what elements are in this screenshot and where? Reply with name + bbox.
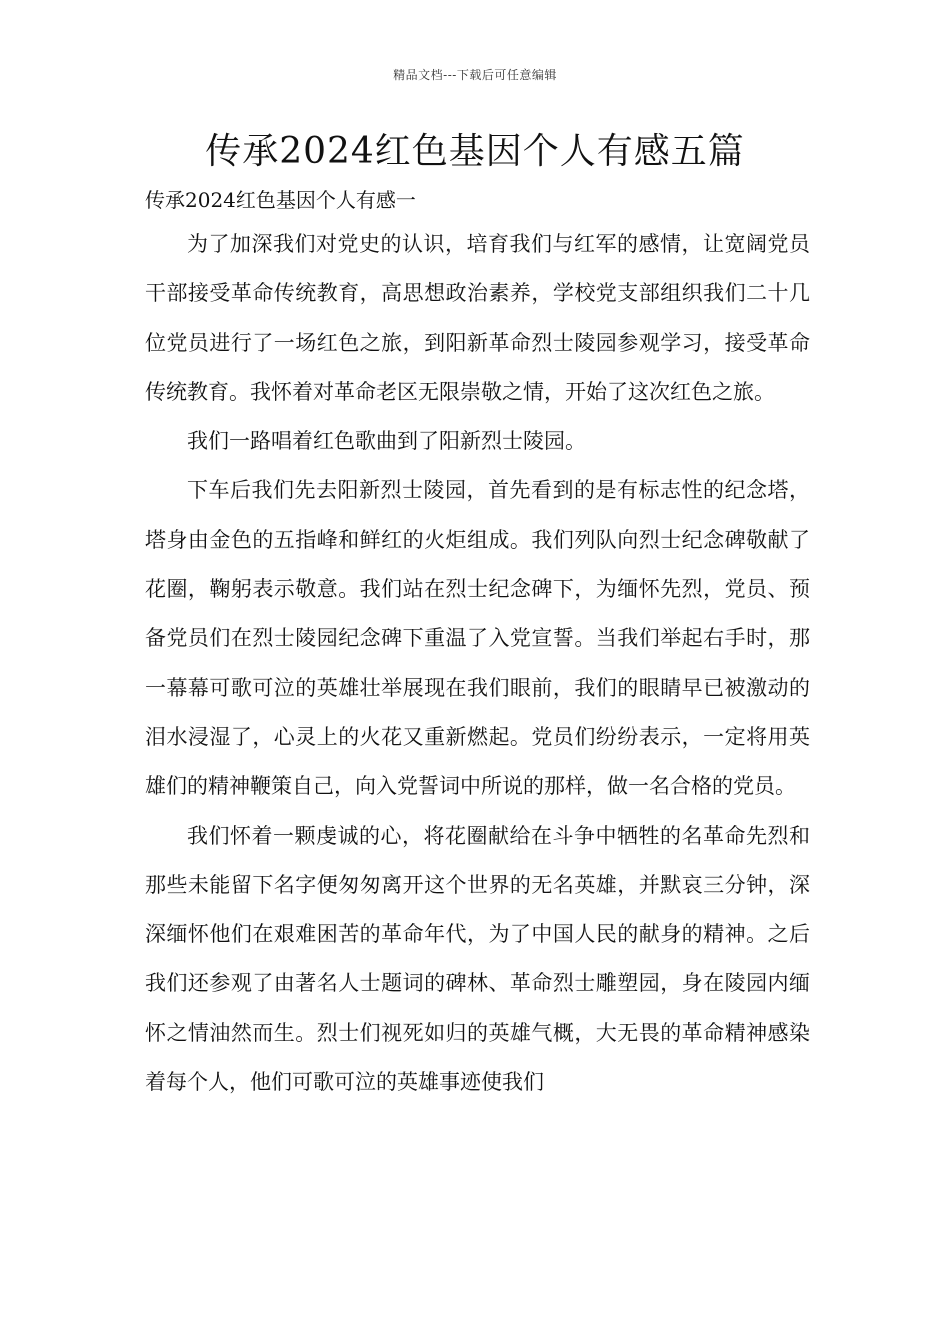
paragraph-2: 我们一路唱着红色歌曲到了阳新烈士陵园。 [187, 429, 586, 454]
paragraph-1: 为了加深我们对党史的认识，培育我们与红军的感情，让宽阔党员干部接受革命传统教育，高思想政治素养，学校党支部组织我们二十几位党员进行了一场红色之旅，到阳新革命烈士陵园参观学习，接受革命传统教育。我怀着对革命老区无限崇敬之情，开始了这次红色之旅。 [145, 232, 810, 404]
document-body [145, 180, 810, 1107]
section-heading: 传承2024红色基因个人有感一 [145, 188, 416, 212]
paragraph-3: 下车后我们先去阳新烈士陵园，首先看到的是有标志性的纪念塔，塔身由金色的五指峰和鲜红的火炬组成。我们列队向烈士纪念碑敬献了花圈，鞠躬表示敬意。我们站在烈士纪念碑下，为缅怀先烈，党员、预备党员们在烈士陵园纪念碑下重温了入党宣誓。当我们举起右手时，那一幕幕可歌可泣的英雄壮举展现在我们眼前，我们的眼睛早已被激动的泪水浸湿了，心灵上的火花又重新燃起。党员们纷纷表示，一定将用英雄们的精神鞭策自己，向入党誓词中所说的那样，做一名合格的党员。 [145, 478, 810, 799]
header-note: 精品文档---下载后可任意编辑 [393, 68, 557, 82]
paragraph-4: 我们怀着一颗虔诚的心，将花圈献给在斗争中牺牲的名革命先烈和那些未能留下名字便匆匆离开这个世界的无名英雄，并默哀三分钟，深深缅怀他们在艰难困苦的革命年代，为了中国人民的献身的精神。之后我们还参观了由著名人士题词的碑林、革命烈士雕塑园，身在陵园内缅怀之情油然而生。烈士们视死如归的英雄气概，大无畏的革命精神感染着每个人，他们可歌可泣的英雄事迹使我们 [145, 823, 810, 1095]
document-title: 传承2024红色基因个人有感五篇 [205, 131, 745, 172]
